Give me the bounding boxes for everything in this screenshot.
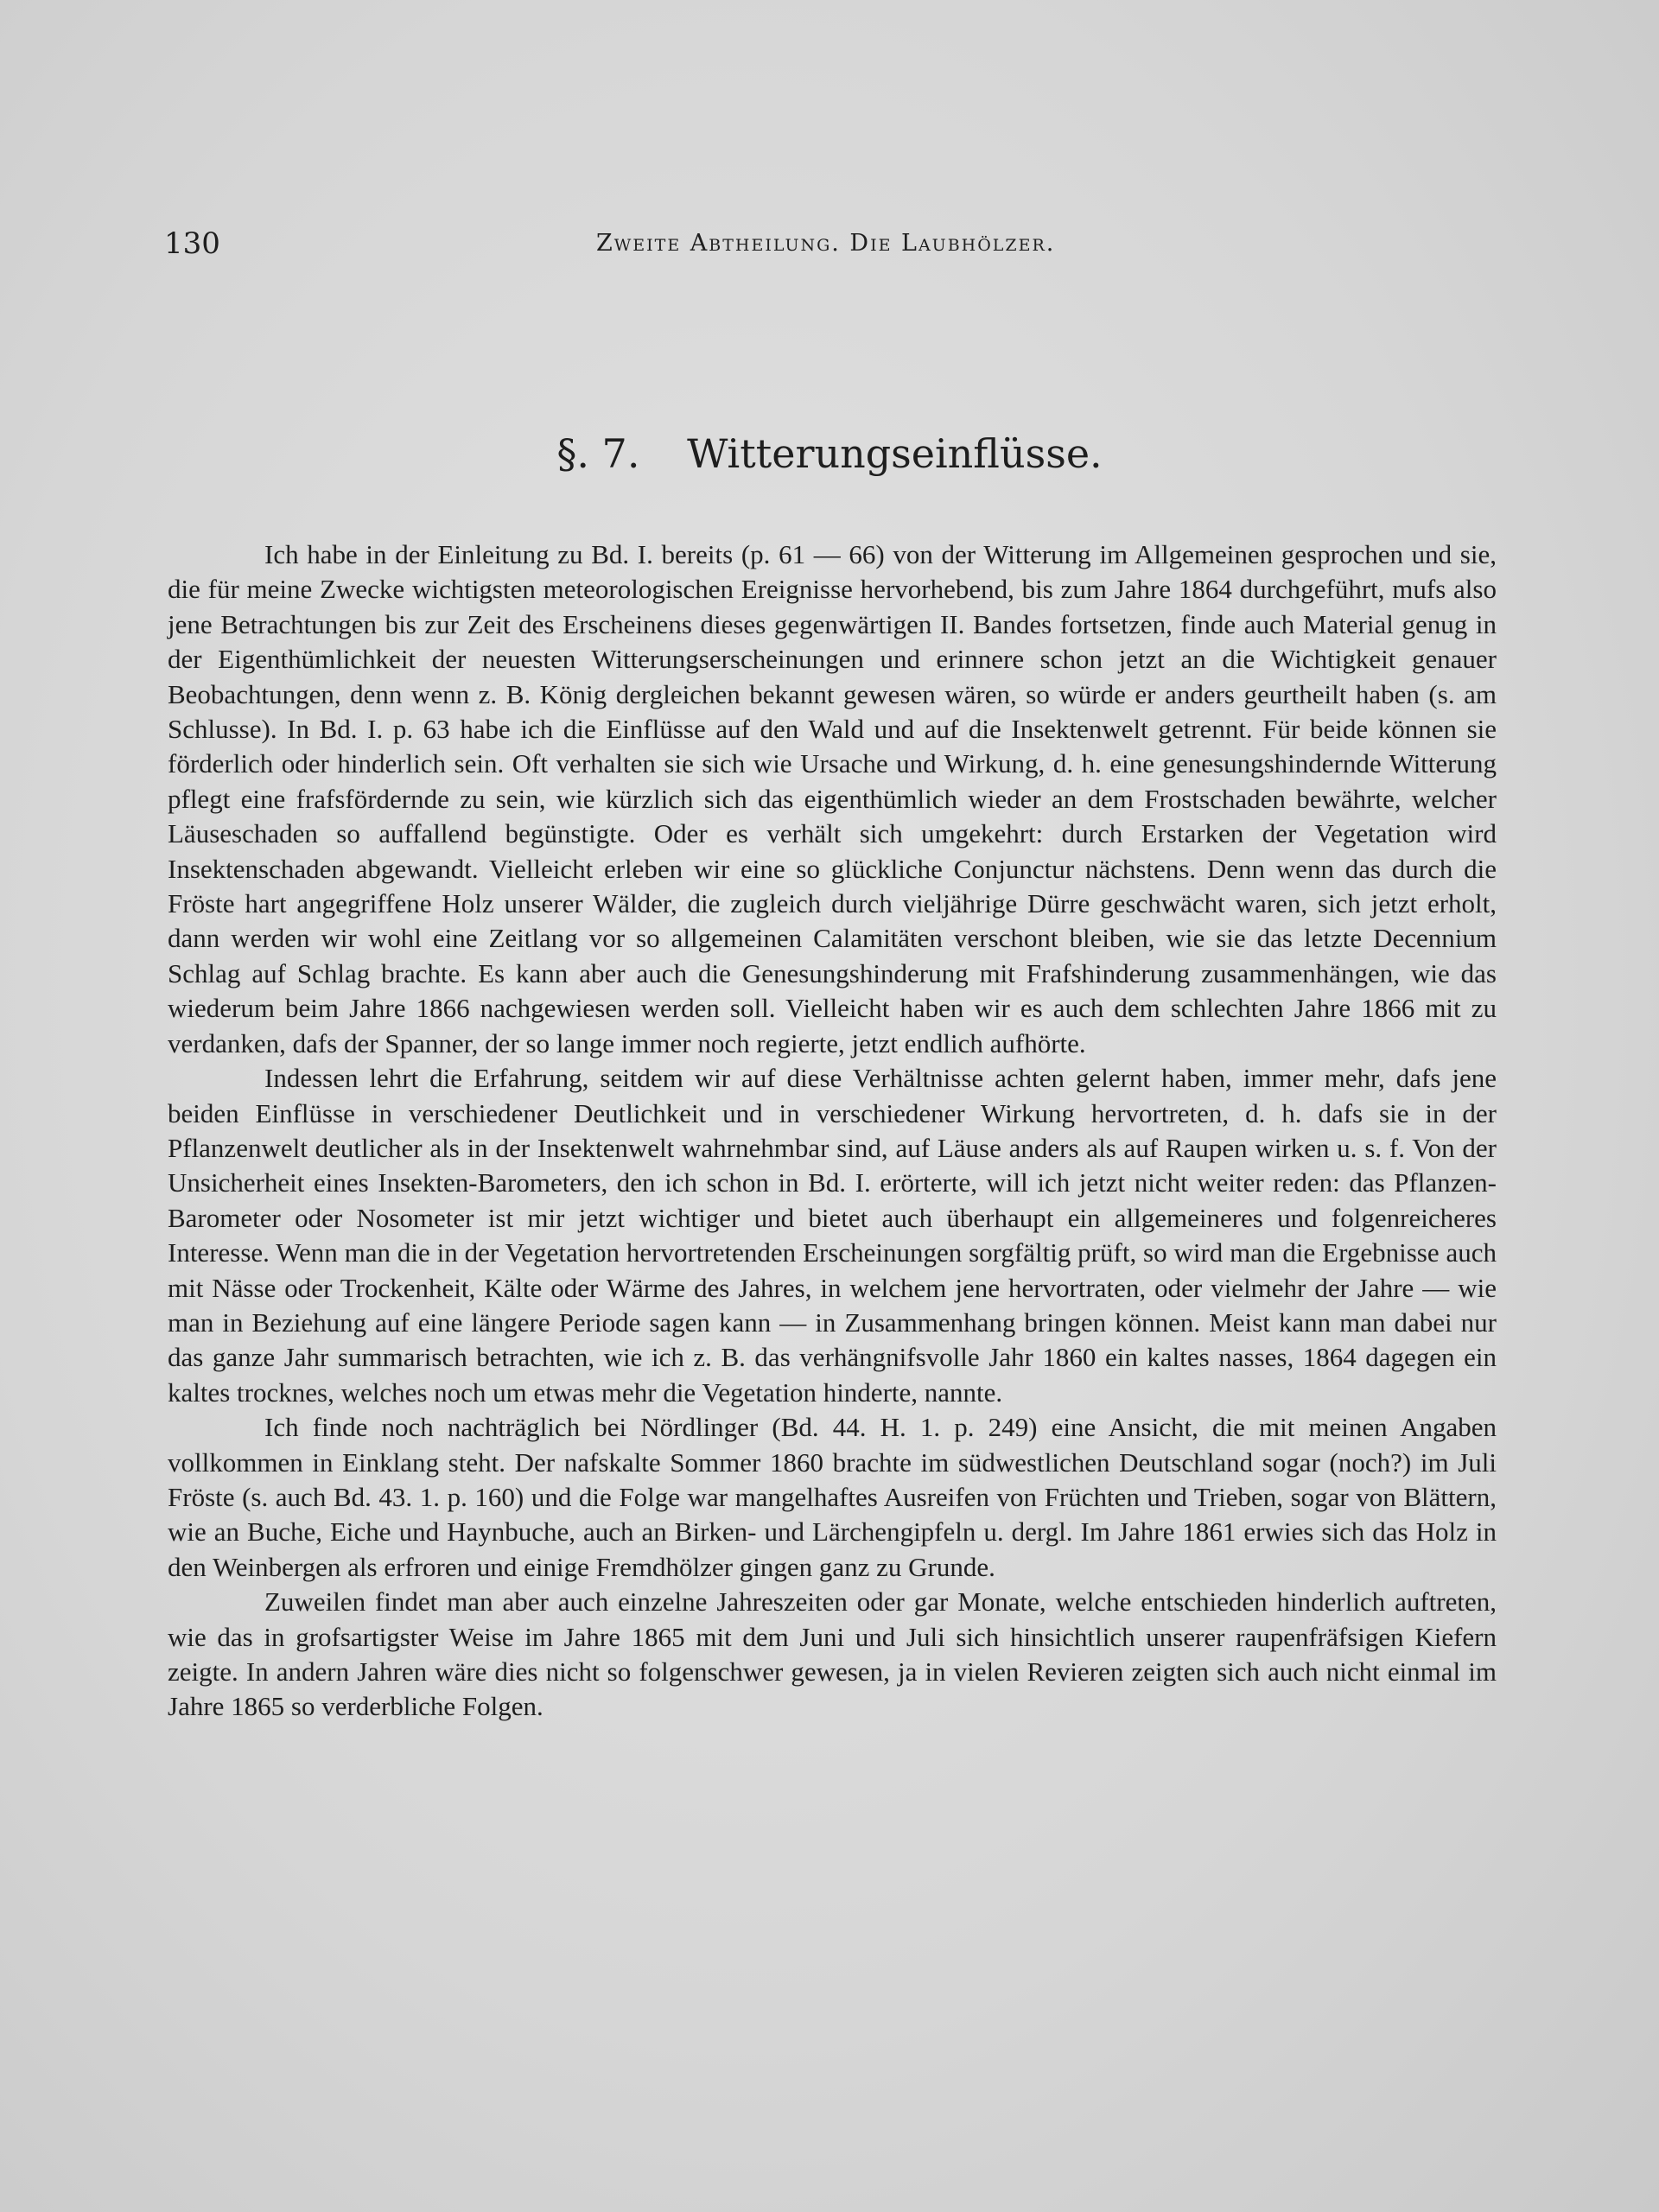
running-head: Zweite Abtheilung. Die Laubhölzer. [596,230,1056,257]
section-number: §. 7. [556,430,640,477]
paragraph: Ich habe in der Einleitung zu Bd. I. bereits (p. 61 — 66) von der Witterung im Allgemeinen gesprochen und sie, die für meine Zwecke wichtigsten meteorologischen Ereignisse hervorhebend, bis zum Jahre 1864 durchgeführt, mufs also jene Betrachtungen bis zur Zeit des Erscheinens dieses gegenwärtigen II. Bandes fortsetzen, finde auch Material genug in der Eigenthümlichkeit der neuesten Witterungserscheinungen und erinnere schon jetzt an die Wichtigkeit genauer Beobachtungen, denn wenn z. B. König dergleichen bekannt gewesen wären, so würde er anders geurtheilt haben (s. am Schlusse). In Bd. I. p. 63 habe ich die Einflüsse auf den Wald und auf die Insektenwelt getrennt. Für beide können sie förderlich oder hinderlich sein. Oft verhalten sie sich wie Ursache und Wirkung, d. h. eine genesungshindernde Witterung pflegt eine frafsfördernde zu sein, wie kürzlich sich das eigenthümlich wieder an dem Frostschaden bewährte, welcher Läuseschaden so auffallend begünstigte. Oder es verhält sich umgekehrt: durch Erstarken der Vegetation wird Insektenschaden abgewandt. Vielleicht erleben wir eine so glückliche Conjunctur nächstens. Denn wenn das durch die Fröste hart angegriffene Holz unserer Wälder, die zugleich durch vieljährige Dürre geschwächt waren, sich jetzt erholt, dann werden wir wohl eine Zeitlang vor so allgemeinen Calamitäten verschont bleiben, wie sie das letzte Decennium Schlag auf Schlag brachte. Es kann aber auch die Genesungshinderung mit Frafshinderung zusammenhängen, wie das wiederum beim Jahre 1866 nachgewiesen werden soll. Vielleicht haben wir es auch dem schlechten Jahre 1866 mit zu verdanken, dafs der Spanner, der so lange immer noch regierte, jetzt endlich aufhörte. [168,539,1497,1058]
paragraph: Ich finde noch nachträglich bei Nördlinger (Bd. 44. H. 1. p. 249) eine Ansicht, die mit meinen Angaben vollkommen in Einklang steht. Der nafskalte Sommer 1860 brachte im südwestlichen Deutschland sogar (noch?) im Juli Fröste (s. auch Bd. 43. 1. p. 160) und die Folge war mangelhaftes Ausreifen von Früchten und Trieben, sogar von Blättern, wie an Buche, Eiche und Haynbuche, auch an Birken- und Lärchengipfeln u. dergl. Im Jahre 1861 erwies sich das Holz in den Weinbergen als erfroren und einige Fremdhölzer gingen ganz zu Grunde. [168,1412,1497,1582]
body-text [168,537,1497,1725]
page-number: 130 [164,226,220,261]
page-header [164,226,1495,270]
section-heading [0,430,1659,477]
paragraph: Indessen lehrt die Erfahrung, seitdem wir auf diese Verhältnisse achten gelernt haben, immer mehr, dafs jene beiden Einflüsse in verschiedener Deutlichkeit und in verschiedener Wirkung hervortreten, d. h. dafs sie in der Pflanzenwelt deutlicher als in der Insektenwelt wahrnehmbar sind, auf Läuse anders als auf Raupen wirken u. s. f. Von der Unsicherheit eines Insekten-Barometers, den ich schon in Bd. I. erörterte, will ich jetzt nicht weiter reden: das Pflanzen-Barometer oder Nosometer ist mir jetzt wichtiger und bietet auch überhaupt ein allgemeineres und folgenreicheres Interesse. Wenn man die in der Vegetation hervortretenden Erscheinungen sorgfältig prüft, so wird man die Ergebnisse auch mit Nässe oder Trockenheit, Kälte oder Wärme des Jahres, in welchem jene hervortraten, oder vielmehr der Jahre — wie man in Beziehung auf eine längere Periode sagen kann — in Zusammenhang bringen können. Meist kann man dabei nur das ganze Jahr summarisch betrachten, wie ich z. B. das verhängnifsvolle Jahr 1860 ein kaltes nasses, 1864 dagegen ein kaltes trocknes, welches noch um etwas mehr die Vegetation hinderte, nannte. [168,1063,1497,1408]
section-title: Witterungseinflüsse. [687,430,1103,477]
paragraph: Zuweilen findet man aber auch einzelne Jahreszeiten oder gar Monate, welche entschieden hinderlich auftreten, wie das in grofsartigster Weise im Jahre 1865 mit dem Juni und Juli sich hinsichtlich unserer raupenfräfsigen Kiefern zeigte. In andern Jahren wäre dies nicht so folgenschwer gewesen, ja in vielen Revieren zeigten sich auch nicht einmal im Jahre 1865 so verderbliche Folgen. [168,1586,1497,1722]
